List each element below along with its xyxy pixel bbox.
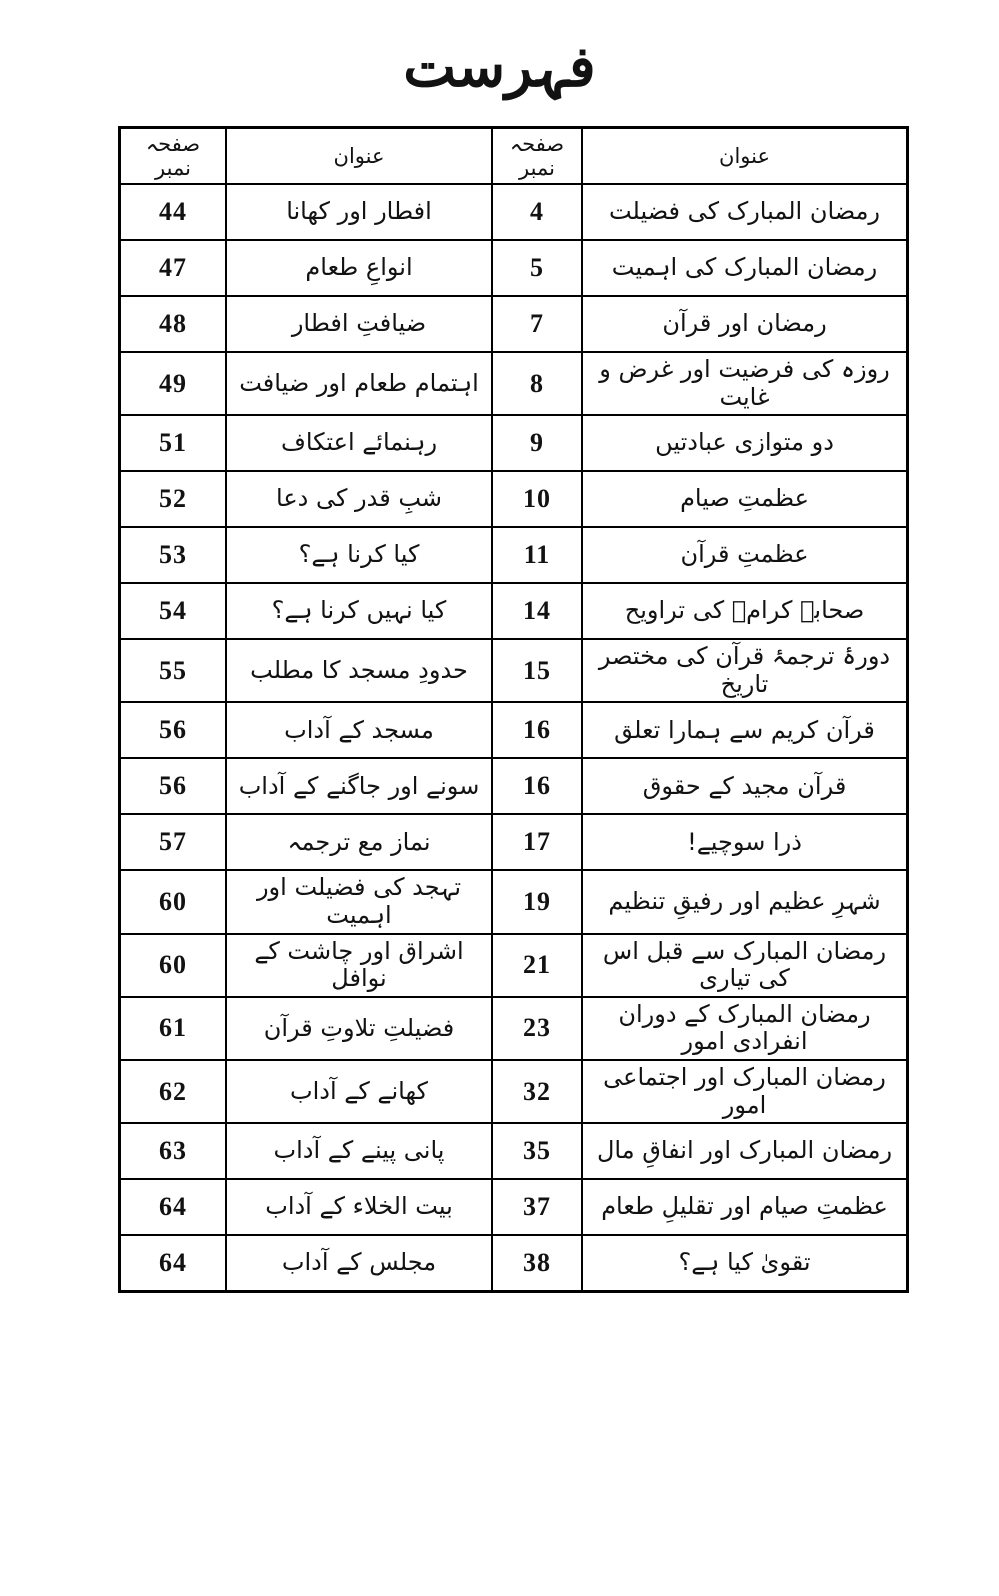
toc-page-number-right: 23: [492, 997, 582, 1060]
toc-page-number-left: 57: [120, 814, 226, 870]
toc-entry-title-left: فضیلتِ تلاوتِ قرآن: [226, 997, 492, 1060]
toc-entry-title-left: افطار اور کھانا: [226, 184, 492, 240]
toc-page-number-right: 35: [492, 1123, 582, 1179]
toc-entry-title-right: رمضان اور قرآن: [582, 296, 907, 352]
toc-entry-title-right: عظمتِ صیام: [582, 471, 907, 527]
page-title: فہرست: [403, 34, 596, 100]
toc-page-number-left: 53: [120, 527, 226, 583]
toc-entry-title-right: رمضان المبارک اور انفاقِ مال: [582, 1123, 907, 1179]
toc-entry-title-left: انواعِ طعام: [226, 240, 492, 296]
toc-entry-title-left: پانی پینے کے آداب: [226, 1123, 492, 1179]
toc-entry-title-right: دورۂ ترجمۂ قرآن کی مختصر تاریخ: [582, 639, 907, 702]
toc-entry-title-left: مجلس کے آداب: [226, 1235, 492, 1291]
toc-entry-title-right: روزہ کی فرضیت اور غرض و غایت: [582, 352, 907, 415]
toc-page-number-right: 19: [492, 870, 582, 933]
toc-page-number-left: 52: [120, 471, 226, 527]
toc-entry-title-right: رمضان المبارک کی فضیلت: [582, 184, 907, 240]
header-page-number-right: صفحہ نمبر: [492, 128, 582, 184]
toc-page-number-left: 44: [120, 184, 226, 240]
toc-page-number-right: 8: [492, 352, 582, 415]
toc-page-number-right: 11: [492, 527, 582, 583]
table-of-contents: [118, 126, 909, 1293]
toc-entry-title-left: اہتمام طعام اور ضیافت: [226, 352, 492, 415]
toc-entry-title-left: شبِ قدر کی دعا: [226, 471, 492, 527]
toc-page-number-right: 10: [492, 471, 582, 527]
toc-entry-title-left: بیت الخلاء کے آداب: [226, 1179, 492, 1235]
toc-entry-title-left: کیا نہیں کرنا ہے؟: [226, 583, 492, 639]
header-title-left: عنوان: [226, 128, 492, 184]
toc-entry-title-right: رمضان المبارک سے قبل اس کی تیاری: [582, 934, 907, 997]
toc-entry-title-right: ذرا سوچیے!: [582, 814, 907, 870]
toc-page-number-right: 16: [492, 702, 582, 758]
toc-page-number-right: 4: [492, 184, 582, 240]
toc-entry-title-left: تہجد کی فضیلت اور اہمیت: [226, 870, 492, 933]
toc-page-number-right: 38: [492, 1235, 582, 1291]
toc-entry-title-right: قرآن کریم سے ہمارا تعلق: [582, 702, 907, 758]
toc-page-number-right: 16: [492, 758, 582, 814]
toc-entry-title-right: قرآن مجید کے حقوق: [582, 758, 907, 814]
toc-entry-title-left: حدودِ مسجد کا مطلب: [226, 639, 492, 702]
toc-entry-title-left: مسجد کے آداب: [226, 702, 492, 758]
toc-entry-title-right: عظمتِ صیام اور تقلیلِ طعام: [582, 1179, 907, 1235]
toc-entry-title-right: عظمتِ قرآن: [582, 527, 907, 583]
toc-entry-title-right: رمضان المبارک اور اجتماعی امور: [582, 1060, 907, 1123]
toc-entry-title-right: صحابہ کرامؓ کی تراویح: [582, 583, 907, 639]
toc-page-number-left: 62: [120, 1060, 226, 1123]
header-page-number-left: صفحہ نمبر: [120, 128, 226, 184]
toc-page-number-left: 63: [120, 1123, 226, 1179]
toc-entry-title-left: اشراق اور چاشت کے نوافل: [226, 934, 492, 997]
toc-page-number-right: 37: [492, 1179, 582, 1235]
toc-entry-title-right: تقویٰ کیا ہے؟: [582, 1235, 907, 1291]
toc-entry-title-left: نماز مع ترجمہ: [226, 814, 492, 870]
toc-page-number-left: 64: [120, 1235, 226, 1291]
toc-entry-title-left: کیا کرنا ہے؟: [226, 527, 492, 583]
toc-page-number-left: 49: [120, 352, 226, 415]
toc-entry-title-left: رہنمائے اعتکاف: [226, 415, 492, 471]
toc-page-number-left: 60: [120, 934, 226, 997]
toc-page-number-left: 48: [120, 296, 226, 352]
toc-page-number-left: 56: [120, 758, 226, 814]
toc-page-number-right: 32: [492, 1060, 582, 1123]
toc-page-number-right: 14: [492, 583, 582, 639]
toc-page-number-right: 7: [492, 296, 582, 352]
toc-page-number-left: 60: [120, 870, 226, 933]
toc-page-number-left: 54: [120, 583, 226, 639]
toc-entry-title-left: سونے اور جاگنے کے آداب: [226, 758, 492, 814]
toc-page-number-left: 56: [120, 702, 226, 758]
toc-page-number-left: 61: [120, 997, 226, 1060]
toc-entry-title-right: رمضان المبارک کی اہمیت: [582, 240, 907, 296]
toc-page-number-left: 55: [120, 639, 226, 702]
toc-entry-title-right: رمضان المبارک کے دوران انفرادی امور: [582, 997, 907, 1060]
toc-page-number-right: 5: [492, 240, 582, 296]
toc-page-number-left: 47: [120, 240, 226, 296]
toc-entry-title-left: ضیافتِ افطار: [226, 296, 492, 352]
toc-page-number-right: 15: [492, 639, 582, 702]
toc-page-number-right: 9: [492, 415, 582, 471]
toc-page-number-right: 17: [492, 814, 582, 870]
toc-page-number-left: 51: [120, 415, 226, 471]
toc-entry-title-right: شہرِ عظیم اور رفیقِ تنظیم: [582, 870, 907, 933]
header-title-right: عنوان: [582, 128, 907, 184]
toc-page-number-left: 64: [120, 1179, 226, 1235]
toc-entry-title-left: کھانے کے آداب: [226, 1060, 492, 1123]
toc-entry-title-right: دو متوازی عبادتیں: [582, 415, 907, 471]
toc-page-number-right: 21: [492, 934, 582, 997]
